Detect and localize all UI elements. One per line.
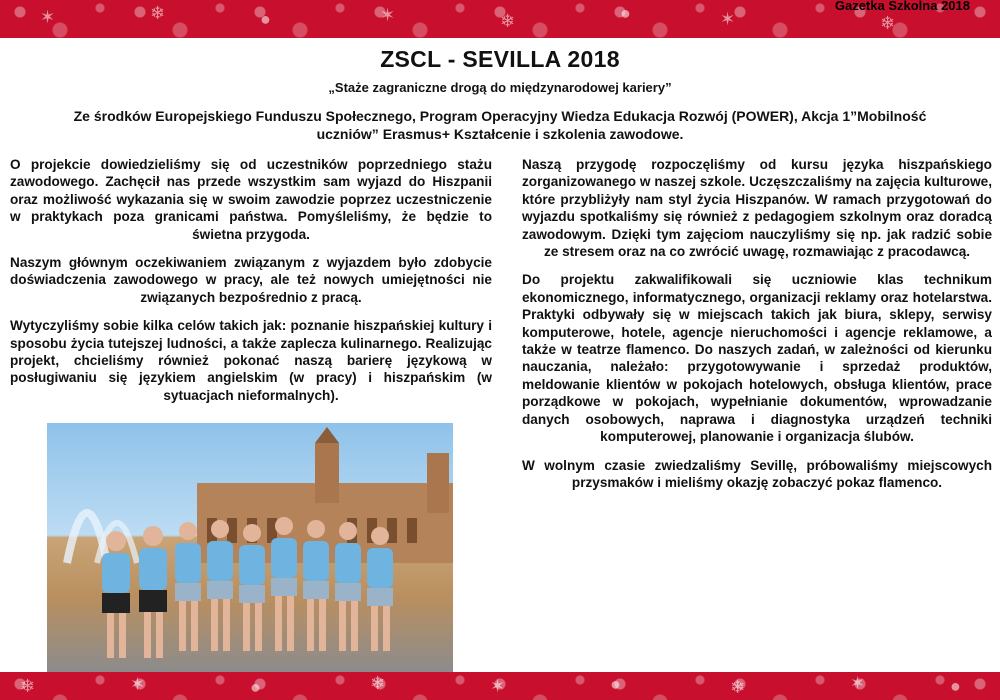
snowflake-icon: ❄ xyxy=(730,677,746,697)
left-column xyxy=(10,156,492,415)
snowflake-icon: ❄ xyxy=(370,673,386,693)
tower xyxy=(427,453,449,513)
star-icon: ✶ xyxy=(850,673,866,693)
subtitle: „Staże zagraniczne drogą do międzynarodowej kariery” xyxy=(328,80,672,95)
star-icon: ✶ xyxy=(380,5,396,25)
snowflake-icon: ❄ xyxy=(500,11,516,31)
paragraph: Naszym głównym oczekiwaniem związanym z wyjazdem było zdobycie doświadczenia zawodowego w pracy, ale też nowych umiejętności nie związanych bezpośrednio z pracą. xyxy=(10,255,492,305)
paragraph: O projekcie dowiedzieliśmy się od uczestników poprzedniego stażu zawodowego. Zachęcił nas przede wszystkim sam wyjazd do Hiszpanii oraz możliwość wykazania się w swoim zawodzie poprzez uczestniczenie w praktykach poza granicami państwa. Pomyśleliśmy, że będzie to świetna przygoda. xyxy=(10,157,492,242)
page-title: ZSCL - SEVILLA 2018 xyxy=(380,46,620,72)
right-column xyxy=(522,156,992,502)
tower-roof xyxy=(315,427,339,443)
ornament-icon: ● xyxy=(610,674,621,694)
group-photo-illustration xyxy=(47,423,453,672)
gazette-label: Gazetka Szkolna 2018 xyxy=(834,0,970,13)
paragraph: Naszą przygodę rozpoczęliśmy od kursu języka hiszpańskiego zorganizowanego w naszej szkole. Uczęszczaliśmy na zajęcia kulturowe, które przybliżyły nam styl życia Hiszpanów. W ramach przygotowań do wyjazdu spotkaliśmy się również z pedagogiem szkolnym oraz doradcą zawodowym. Dzięki tym zajęciom nauczyliśmy się np. jak radzić sobie ze stresem oraz na co zwrócić uwagę, rozmawiając z pracodawcą. xyxy=(522,157,992,260)
ornament-icon: ● xyxy=(950,676,961,696)
top-christmas-banner xyxy=(0,0,1000,38)
ornament-icon: ● xyxy=(260,9,271,29)
snowflake-icon: ❄ xyxy=(150,3,166,23)
ornament-icon: ● xyxy=(250,677,261,697)
student-group xyxy=(102,517,393,658)
paragraph: Do projektu zakwalifikowali się uczniowie klas technikum ekonomicznego, informatycznego, organizacji reklamy oraz hotelarstwa. Praktyki odbywały się w miejscach takich jak biura, sklepy, serwisy komputerowe, hotele, agencje nieruchomości i agencje reklamowe, a także w teatrze flamenco. Do naszych zadań, w zależności od kierunku nauczania, należało: przygotowywanie i sprzedaż produktów, meldowanie klientów w pokojach hotelowych, obsługa klientów, prace porządkowe w pokojach, wypełnianie dokumentów, wprowadzanie danych osobowych, naprawa i diagnostyka urządzeń techniki komputerowej, planowanie i organizacja ślubów. xyxy=(522,272,992,445)
star-icon: ✶ xyxy=(720,9,736,29)
bottom-christmas-banner xyxy=(0,672,1000,700)
paragraph: W wolnym czasie zwiedzaliśmy Sevillę, próbowaliśmy miejscowych przysmaków i mieliśmy okazję zobaczyć pokaz flamenco. xyxy=(522,457,992,490)
funding-note: Ze środków Europejskiego Funduszu Społecznego, Program Operacyjny Wiedza Edukacja Rozwój (POWER), Akcja 1”Mobilność uczniów” Erasmus+ Kształcenie i szkolenia zawodowe. xyxy=(73,108,927,142)
star-icon: ✶ xyxy=(490,676,506,696)
group-photo xyxy=(47,423,453,672)
tower xyxy=(315,443,339,503)
ornament-icon: ● xyxy=(620,3,631,23)
paragraph: Wytyczyliśmy sobie kilka celów takich jak: poznanie hiszpańskiej kultury i sposobu życia tutejszej ludności, a także zaplecza kulinarnego. Realizując projekt, chcieliśmy również pokonać naszą barierę językową w posługiwaniu się językiem angielskim (w pracy) i hiszpańskim (w sytuacjach nieformalnych). xyxy=(10,318,492,403)
snowflake-icon: ❄ xyxy=(880,13,896,33)
star-icon: ✶ xyxy=(40,7,56,27)
snowflake-icon: ❄ xyxy=(20,676,36,696)
star-icon: ✶ xyxy=(130,674,146,694)
